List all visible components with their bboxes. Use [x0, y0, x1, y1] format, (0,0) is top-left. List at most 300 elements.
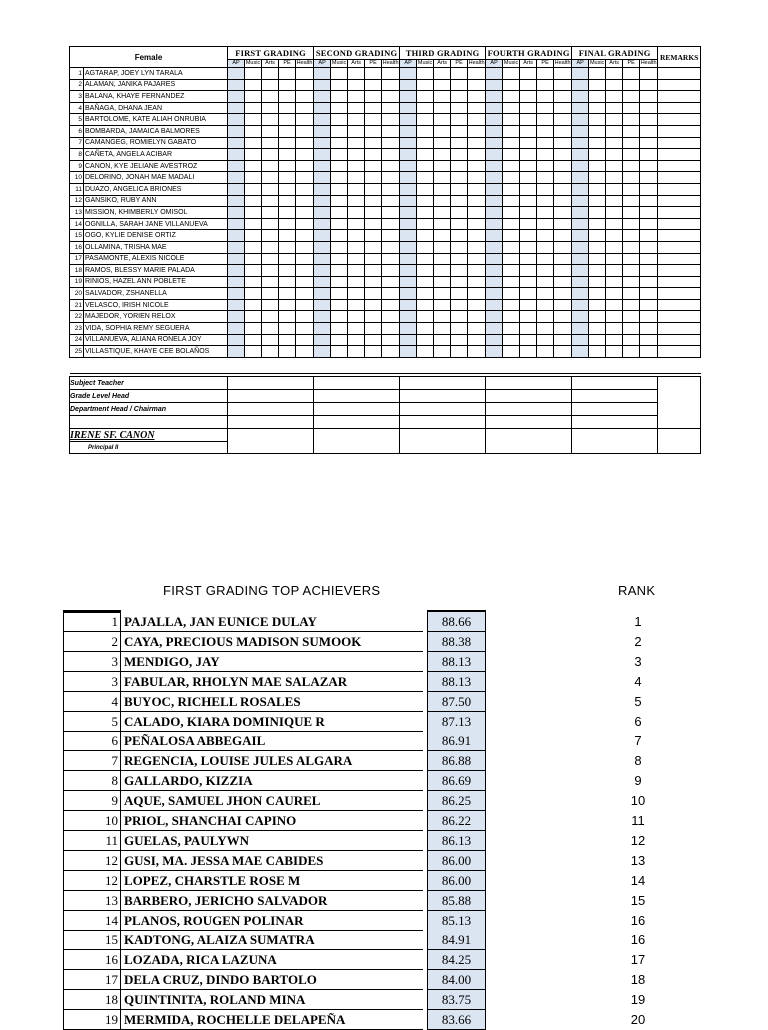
grade-cell[interactable]	[382, 241, 400, 253]
grade-cell[interactable]	[348, 160, 365, 172]
grade-cell[interactable]	[520, 346, 537, 358]
grade-cell[interactable]	[623, 79, 640, 91]
grade-cell[interactable]	[520, 253, 537, 265]
grade-cell[interactable]	[296, 299, 314, 311]
grade-cell[interactable]	[348, 288, 365, 300]
grade-cell[interactable]	[365, 172, 382, 184]
grade-cell[interactable]	[537, 218, 554, 230]
grade-cell[interactable]	[348, 299, 365, 311]
grade-cell[interactable]	[537, 311, 554, 323]
grade-cell[interactable]	[245, 68, 262, 80]
grade-cell[interactable]	[228, 68, 245, 80]
remarks-cell[interactable]	[658, 195, 701, 207]
grade-cell[interactable]	[468, 230, 486, 242]
grade-cell[interactable]	[434, 253, 451, 265]
grade-cell[interactable]	[606, 276, 623, 288]
grade-cell[interactable]	[503, 149, 520, 161]
grade-cell[interactable]	[451, 91, 468, 103]
grade-cell[interactable]	[468, 125, 486, 137]
grade-cell[interactable]	[503, 346, 520, 358]
grade-cell[interactable]	[468, 79, 486, 91]
grade-cell[interactable]	[331, 183, 348, 195]
grade-cell[interactable]	[245, 172, 262, 184]
grade-cell[interactable]	[331, 276, 348, 288]
grade-cell[interactable]	[623, 288, 640, 300]
grade-cell[interactable]	[451, 102, 468, 114]
grade-cell[interactable]	[572, 241, 589, 253]
grade-cell[interactable]	[417, 207, 434, 219]
grade-cell[interactable]	[451, 230, 468, 242]
grade-cell[interactable]	[554, 137, 572, 149]
grade-cell[interactable]	[606, 230, 623, 242]
grade-cell[interactable]	[262, 311, 279, 323]
grade-cell[interactable]	[520, 91, 537, 103]
grade-cell[interactable]	[228, 160, 245, 172]
grade-cell[interactable]	[228, 299, 245, 311]
grade-cell[interactable]	[245, 299, 262, 311]
grade-cell[interactable]	[331, 114, 348, 126]
grade-cell[interactable]	[640, 311, 658, 323]
grade-cell[interactable]	[640, 68, 658, 80]
grade-cell[interactable]	[537, 183, 554, 195]
grade-cell[interactable]	[348, 253, 365, 265]
grade-cell[interactable]	[589, 160, 606, 172]
grade-cell[interactable]	[245, 149, 262, 161]
grade-cell[interactable]	[554, 79, 572, 91]
grade-cell[interactable]	[572, 102, 589, 114]
remarks-cell[interactable]	[658, 114, 701, 126]
grade-cell[interactable]	[365, 241, 382, 253]
grade-cell[interactable]	[331, 68, 348, 80]
remarks-cell[interactable]	[658, 102, 701, 114]
grade-cell[interactable]	[468, 288, 486, 300]
grade-cell[interactable]	[228, 253, 245, 265]
grade-cell[interactable]	[314, 172, 331, 184]
grade-cell[interactable]	[245, 102, 262, 114]
grade-cell[interactable]	[348, 102, 365, 114]
grade-cell[interactable]	[468, 114, 486, 126]
grade-cell[interactable]	[640, 195, 658, 207]
grade-cell[interactable]	[279, 125, 296, 137]
grade-cell[interactable]	[606, 91, 623, 103]
grade-cell[interactable]	[520, 160, 537, 172]
grade-cell[interactable]	[434, 68, 451, 80]
grade-cell[interactable]	[296, 276, 314, 288]
grade-cell[interactable]	[314, 241, 331, 253]
grade-cell[interactable]	[296, 160, 314, 172]
grade-cell[interactable]	[262, 323, 279, 335]
grade-cell[interactable]	[623, 311, 640, 323]
grade-cell[interactable]	[348, 114, 365, 126]
grade-cell[interactable]	[434, 195, 451, 207]
grade-cell[interactable]	[400, 346, 417, 358]
grade-cell[interactable]	[572, 299, 589, 311]
grade-cell[interactable]	[486, 183, 503, 195]
grade-cell[interactable]	[279, 79, 296, 91]
grade-cell[interactable]	[365, 311, 382, 323]
grade-cell[interactable]	[245, 125, 262, 137]
grade-cell[interactable]	[468, 207, 486, 219]
grade-cell[interactable]	[468, 265, 486, 277]
grade-cell[interactable]	[382, 299, 400, 311]
grade-cell[interactable]	[451, 183, 468, 195]
grade-cell[interactable]	[623, 195, 640, 207]
grade-cell[interactable]	[245, 160, 262, 172]
grade-cell[interactable]	[314, 288, 331, 300]
grade-cell[interactable]	[572, 125, 589, 137]
grade-cell[interactable]	[331, 91, 348, 103]
grade-cell[interactable]	[262, 207, 279, 219]
grade-cell[interactable]	[279, 241, 296, 253]
grade-cell[interactable]	[400, 102, 417, 114]
grade-cell[interactable]	[279, 334, 296, 346]
grade-cell[interactable]	[537, 102, 554, 114]
grade-cell[interactable]	[468, 183, 486, 195]
grade-cell[interactable]	[486, 91, 503, 103]
grade-cell[interactable]	[434, 137, 451, 149]
grade-cell[interactable]	[434, 288, 451, 300]
grade-cell[interactable]	[331, 149, 348, 161]
grade-cell[interactable]	[451, 195, 468, 207]
grade-cell[interactable]	[503, 114, 520, 126]
grade-cell[interactable]	[400, 230, 417, 242]
grade-cell[interactable]	[486, 288, 503, 300]
grade-cell[interactable]	[451, 149, 468, 161]
grade-cell[interactable]	[623, 91, 640, 103]
grade-cell[interactable]	[520, 79, 537, 91]
grade-cell[interactable]	[279, 172, 296, 184]
grade-cell[interactable]	[623, 102, 640, 114]
grade-cell[interactable]	[451, 172, 468, 184]
grade-cell[interactable]	[245, 265, 262, 277]
grade-cell[interactable]	[520, 323, 537, 335]
grade-cell[interactable]	[279, 253, 296, 265]
grade-cell[interactable]	[382, 311, 400, 323]
grade-cell[interactable]	[365, 114, 382, 126]
grade-cell[interactable]	[554, 195, 572, 207]
grade-cell[interactable]	[451, 265, 468, 277]
grade-cell[interactable]	[486, 149, 503, 161]
grade-cell[interactable]	[434, 218, 451, 230]
grade-cell[interactable]	[365, 137, 382, 149]
grade-cell[interactable]	[382, 323, 400, 335]
grade-cell[interactable]	[606, 241, 623, 253]
grade-cell[interactable]	[486, 241, 503, 253]
grade-cell[interactable]	[520, 137, 537, 149]
grade-cell[interactable]	[434, 346, 451, 358]
grade-cell[interactable]	[382, 68, 400, 80]
remarks-cell[interactable]	[658, 241, 701, 253]
grade-cell[interactable]	[296, 253, 314, 265]
grade-cell[interactable]	[503, 265, 520, 277]
grade-cell[interactable]	[606, 183, 623, 195]
grade-cell[interactable]	[382, 346, 400, 358]
grade-cell[interactable]	[623, 253, 640, 265]
grade-cell[interactable]	[572, 137, 589, 149]
grade-cell[interactable]	[589, 253, 606, 265]
grade-cell[interactable]	[468, 311, 486, 323]
grade-cell[interactable]	[554, 160, 572, 172]
grade-cell[interactable]	[245, 346, 262, 358]
grade-cell[interactable]	[520, 241, 537, 253]
grade-cell[interactable]	[296, 149, 314, 161]
grade-cell[interactable]	[623, 68, 640, 80]
grade-cell[interactable]	[640, 160, 658, 172]
grade-cell[interactable]	[554, 218, 572, 230]
grade-cell[interactable]	[451, 79, 468, 91]
grade-cell[interactable]	[589, 91, 606, 103]
grade-cell[interactable]	[623, 276, 640, 288]
grade-cell[interactable]	[245, 288, 262, 300]
grade-cell[interactable]	[434, 334, 451, 346]
grade-cell[interactable]	[520, 149, 537, 161]
grade-cell[interactable]	[262, 299, 279, 311]
grade-cell[interactable]	[451, 241, 468, 253]
grade-cell[interactable]	[262, 68, 279, 80]
grade-cell[interactable]	[348, 91, 365, 103]
grade-cell[interactable]	[468, 68, 486, 80]
grade-cell[interactable]	[331, 253, 348, 265]
grade-cell[interactable]	[314, 265, 331, 277]
grade-cell[interactable]	[279, 160, 296, 172]
grade-cell[interactable]	[245, 91, 262, 103]
grade-cell[interactable]	[451, 160, 468, 172]
grade-cell[interactable]	[623, 125, 640, 137]
remarks-cell[interactable]	[658, 346, 701, 358]
grade-cell[interactable]	[451, 346, 468, 358]
grade-cell[interactable]	[589, 149, 606, 161]
grade-cell[interactable]	[623, 160, 640, 172]
grade-cell[interactable]	[279, 114, 296, 126]
grade-cell[interactable]	[348, 183, 365, 195]
grade-cell[interactable]	[296, 68, 314, 80]
grade-cell[interactable]	[486, 218, 503, 230]
grade-cell[interactable]	[228, 102, 245, 114]
grade-cell[interactable]	[228, 288, 245, 300]
grade-cell[interactable]	[245, 137, 262, 149]
grade-cell[interactable]	[554, 311, 572, 323]
grade-cell[interactable]	[365, 323, 382, 335]
grade-cell[interactable]	[348, 311, 365, 323]
grade-cell[interactable]	[417, 253, 434, 265]
grade-cell[interactable]	[228, 334, 245, 346]
grade-cell[interactable]	[296, 183, 314, 195]
grade-cell[interactable]	[314, 346, 331, 358]
grade-cell[interactable]	[314, 91, 331, 103]
grade-cell[interactable]	[400, 288, 417, 300]
grade-cell[interactable]	[245, 207, 262, 219]
grade-cell[interactable]	[623, 207, 640, 219]
grade-cell[interactable]	[503, 137, 520, 149]
grade-cell[interactable]	[503, 68, 520, 80]
grade-cell[interactable]	[245, 183, 262, 195]
grade-cell[interactable]	[434, 183, 451, 195]
grade-cell[interactable]	[589, 334, 606, 346]
grade-cell[interactable]	[382, 160, 400, 172]
grade-cell[interactable]	[520, 265, 537, 277]
grade-cell[interactable]	[572, 207, 589, 219]
grade-cell[interactable]	[486, 265, 503, 277]
grade-cell[interactable]	[537, 288, 554, 300]
grade-cell[interactable]	[554, 323, 572, 335]
grade-cell[interactable]	[262, 195, 279, 207]
grade-cell[interactable]	[623, 346, 640, 358]
grade-cell[interactable]	[279, 299, 296, 311]
grade-cell[interactable]	[554, 346, 572, 358]
grade-cell[interactable]	[572, 311, 589, 323]
grade-cell[interactable]	[451, 137, 468, 149]
grade-cell[interactable]	[572, 230, 589, 242]
grade-cell[interactable]	[417, 230, 434, 242]
grade-cell[interactable]	[572, 68, 589, 80]
grade-cell[interactable]	[640, 334, 658, 346]
grade-cell[interactable]	[468, 323, 486, 335]
grade-cell[interactable]	[537, 276, 554, 288]
grade-cell[interactable]	[572, 218, 589, 230]
grade-cell[interactable]	[228, 207, 245, 219]
grade-cell[interactable]	[365, 125, 382, 137]
grade-cell[interactable]	[537, 323, 554, 335]
grade-cell[interactable]	[572, 79, 589, 91]
grade-cell[interactable]	[486, 230, 503, 242]
grade-cell[interactable]	[520, 102, 537, 114]
grade-cell[interactable]	[554, 334, 572, 346]
grade-cell[interactable]	[451, 299, 468, 311]
grade-cell[interactable]	[400, 149, 417, 161]
grade-cell[interactable]	[434, 299, 451, 311]
grade-cell[interactable]	[296, 334, 314, 346]
grade-cell[interactable]	[314, 125, 331, 137]
grade-cell[interactable]	[245, 79, 262, 91]
grade-cell[interactable]	[314, 299, 331, 311]
grade-cell[interactable]	[296, 172, 314, 184]
grade-cell[interactable]	[572, 334, 589, 346]
grade-cell[interactable]	[228, 172, 245, 184]
grade-cell[interactable]	[606, 68, 623, 80]
grade-cell[interactable]	[279, 218, 296, 230]
grade-cell[interactable]	[365, 68, 382, 80]
remarks-cell[interactable]	[658, 334, 701, 346]
grade-cell[interactable]	[365, 346, 382, 358]
grade-cell[interactable]	[365, 230, 382, 242]
grade-cell[interactable]	[554, 276, 572, 288]
grade-cell[interactable]	[554, 172, 572, 184]
grade-cell[interactable]	[451, 114, 468, 126]
grade-cell[interactable]	[348, 241, 365, 253]
grade-cell[interactable]	[296, 125, 314, 137]
grade-cell[interactable]	[245, 195, 262, 207]
grade-cell[interactable]	[400, 125, 417, 137]
grade-cell[interactable]	[537, 230, 554, 242]
grade-cell[interactable]	[228, 195, 245, 207]
grade-cell[interactable]	[228, 230, 245, 242]
grade-cell[interactable]	[245, 253, 262, 265]
grade-cell[interactable]	[365, 265, 382, 277]
grade-cell[interactable]	[606, 346, 623, 358]
grade-cell[interactable]	[486, 334, 503, 346]
grade-cell[interactable]	[262, 160, 279, 172]
grade-cell[interactable]	[468, 160, 486, 172]
grade-cell[interactable]	[606, 149, 623, 161]
grade-cell[interactable]	[331, 195, 348, 207]
grade-cell[interactable]	[365, 79, 382, 91]
remarks-cell[interactable]	[658, 160, 701, 172]
remarks-cell[interactable]	[658, 172, 701, 184]
grade-cell[interactable]	[365, 102, 382, 114]
grade-cell[interactable]	[314, 323, 331, 335]
grade-cell[interactable]	[503, 253, 520, 265]
grade-cell[interactable]	[589, 299, 606, 311]
grade-cell[interactable]	[279, 276, 296, 288]
grade-cell[interactable]	[486, 195, 503, 207]
grade-cell[interactable]	[537, 79, 554, 91]
grade-cell[interactable]	[468, 195, 486, 207]
grade-cell[interactable]	[606, 114, 623, 126]
grade-cell[interactable]	[537, 91, 554, 103]
grade-cell[interactable]	[279, 195, 296, 207]
grade-cell[interactable]	[314, 79, 331, 91]
grade-cell[interactable]	[400, 253, 417, 265]
grade-cell[interactable]	[314, 253, 331, 265]
grade-cell[interactable]	[348, 137, 365, 149]
grade-cell[interactable]	[314, 334, 331, 346]
grade-cell[interactable]	[331, 334, 348, 346]
grade-cell[interactable]	[623, 183, 640, 195]
grade-cell[interactable]	[228, 149, 245, 161]
grade-cell[interactable]	[537, 346, 554, 358]
grade-cell[interactable]	[296, 311, 314, 323]
remarks-cell[interactable]	[658, 183, 701, 195]
remarks-cell[interactable]	[658, 253, 701, 265]
grade-cell[interactable]	[623, 172, 640, 184]
grade-cell[interactable]	[400, 137, 417, 149]
grade-cell[interactable]	[400, 160, 417, 172]
grade-cell[interactable]	[468, 149, 486, 161]
grade-cell[interactable]	[640, 149, 658, 161]
grade-cell[interactable]	[417, 265, 434, 277]
grade-cell[interactable]	[572, 160, 589, 172]
grade-cell[interactable]	[262, 334, 279, 346]
grade-cell[interactable]	[400, 265, 417, 277]
grade-cell[interactable]	[262, 137, 279, 149]
grade-cell[interactable]	[606, 125, 623, 137]
grade-cell[interactable]	[400, 207, 417, 219]
grade-cell[interactable]	[486, 160, 503, 172]
grade-cell[interactable]	[503, 299, 520, 311]
grade-cell[interactable]	[520, 311, 537, 323]
grade-cell[interactable]	[296, 218, 314, 230]
grade-cell[interactable]	[331, 102, 348, 114]
grade-cell[interactable]	[262, 79, 279, 91]
grade-cell[interactable]	[262, 288, 279, 300]
grade-cell[interactable]	[417, 241, 434, 253]
grade-cell[interactable]	[400, 299, 417, 311]
grade-cell[interactable]	[640, 253, 658, 265]
grade-cell[interactable]	[417, 334, 434, 346]
grade-cell[interactable]	[262, 91, 279, 103]
grade-cell[interactable]	[296, 79, 314, 91]
grade-cell[interactable]	[520, 230, 537, 242]
grade-cell[interactable]	[331, 172, 348, 184]
grade-cell[interactable]	[417, 288, 434, 300]
grade-cell[interactable]	[589, 68, 606, 80]
grade-cell[interactable]	[434, 114, 451, 126]
grade-cell[interactable]	[348, 346, 365, 358]
grade-cell[interactable]	[417, 125, 434, 137]
grade-cell[interactable]	[382, 149, 400, 161]
grade-cell[interactable]	[589, 79, 606, 91]
grade-cell[interactable]	[589, 288, 606, 300]
